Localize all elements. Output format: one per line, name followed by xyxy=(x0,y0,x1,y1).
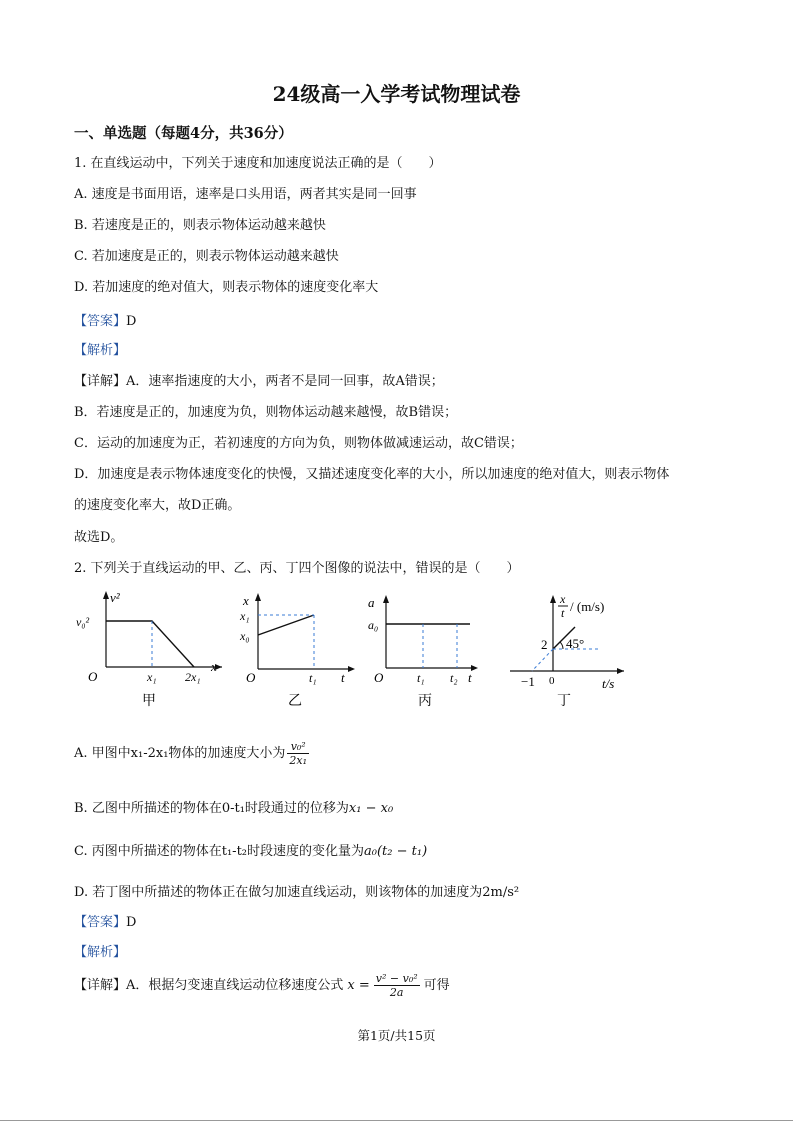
ding-y-unit: / (m/s) xyxy=(570,599,605,614)
jia-origin: O xyxy=(88,669,98,684)
option-a-text: A. 甲图中x₁-2x₁物体的加速度大小为 xyxy=(74,746,286,761)
graph-yi xyxy=(238,585,358,710)
page-title: 24级高一入学考试物理试卷 xyxy=(272,82,521,106)
option-b-text: B. 乙图中所描述的物体在0-t₁时段通过的位移为 xyxy=(74,801,349,816)
bing-origin: O xyxy=(374,670,384,685)
yi-y-tick-1: x₁ xyxy=(240,609,250,623)
detail-frac-den: 2a xyxy=(389,986,404,999)
ding-x-axis-label: t/s xyxy=(602,676,615,691)
bottom-divider xyxy=(0,1120,793,1121)
detail-lhs: x = xyxy=(347,978,370,993)
q1-option-c: C. 若加速度是正的，则表示物体运动越来越快 xyxy=(74,249,339,264)
detail-tag: 【详解】 xyxy=(74,374,127,389)
detail-text: A．速率指速度的大小，两者不是同一回事，故A错误； xyxy=(126,374,444,389)
answer-tag: 【答案】 xyxy=(74,314,127,329)
option-c-expr: a₀(t₂ − t₁) xyxy=(364,844,428,859)
ding-x-neg: −1 xyxy=(521,674,535,689)
q1-option-d: D. 若加速度的绝对值大，则表示物体的速度变化率大 xyxy=(74,280,379,295)
bing-x-tick-2: t₂ xyxy=(450,671,458,685)
q1-option-a: A. 速度是书面用语，速率是口头用语，两者其实是同一回事 xyxy=(74,187,417,202)
jia-x-axis-label: x xyxy=(211,659,217,674)
yi-x-axis-label: t xyxy=(341,670,345,685)
q2-option-c xyxy=(74,840,427,859)
graph-jia xyxy=(72,585,232,710)
ding-y-den: t xyxy=(561,606,565,620)
detail-frac-num: v² − v₀² xyxy=(375,972,418,985)
q1-detail-line-6: 故选D。 xyxy=(74,530,124,545)
q1-analysis-tag: 【解析】 xyxy=(74,343,127,358)
graph-ding xyxy=(502,585,627,710)
ding-y-num: x xyxy=(560,592,566,606)
option-a-frac-den: 2x₁ xyxy=(289,754,308,767)
yi-y-tick-0: x₀ xyxy=(240,629,250,643)
q2-stem: 2. 下列关于直线运动的甲、乙、丙、丁四个图像的说法中，错误的是（ ） xyxy=(74,561,520,576)
q1-detail-line-5: 的速度变化率大，故D正确。 xyxy=(74,498,241,513)
bing-y-axis-label: a xyxy=(368,595,375,610)
option-b-expr: x₁ − x₀ xyxy=(348,801,394,816)
option-a-fraction xyxy=(287,740,309,767)
answer-value: D xyxy=(126,915,137,930)
q2-option-d: D. 若丁图中所描述的物体正在做匀加速直线运动，则该物体的加速度为2m/s² xyxy=(74,885,520,900)
ding-angle: 45° xyxy=(566,636,585,651)
detail-suffix: 可得 xyxy=(423,978,450,993)
bing-caption: 丙 xyxy=(418,694,432,709)
q1-stem: 1. 在直线运动中，下列关于速度和加速度说法正确的是（ ） xyxy=(74,156,442,171)
yi-y-axis-label: x xyxy=(243,593,249,608)
graph-bing xyxy=(366,585,482,710)
ding-x-zero: 0 xyxy=(549,675,555,687)
jia-caption: 甲 xyxy=(142,694,156,709)
q1-answer xyxy=(74,310,136,329)
yi-x-tick: t₁ xyxy=(309,671,317,685)
bing-x-tick-1: t₁ xyxy=(417,671,425,685)
q2-option-b xyxy=(74,797,393,816)
detail-text: A．根据匀变速直线运动位移速度公式 xyxy=(126,978,344,993)
q2-detail-line-1 xyxy=(74,972,450,999)
q1-detail-line-1 xyxy=(74,370,444,389)
answer-value: D xyxy=(126,314,137,329)
q2-answer xyxy=(74,911,136,930)
q2-analysis-tag: 【解析】 xyxy=(74,945,127,960)
page-footer: 第1页/共15页 xyxy=(357,1028,436,1043)
yi-origin: O xyxy=(246,670,256,685)
section-heading: 一、单选题（每题4分，共36分） xyxy=(74,125,293,142)
ding-caption: 丁 xyxy=(557,694,571,709)
answer-tag: 【答案】 xyxy=(74,915,127,930)
q1-detail-line-4: D．加速度是表示物体速度变化的快慢，又描述速度变化率的大小，所以加速度的绝对值大，则表示物体 xyxy=(74,467,670,482)
ding-y-tick: 2 xyxy=(541,637,548,652)
q2-option-a xyxy=(74,740,309,767)
q1-detail-line-2: B．若速度是正的，加速度为负，则物体运动越来越慢，故B错误； xyxy=(74,405,458,420)
q1-option-b: B. 若速度是正的，则表示物体运动越来越快 xyxy=(74,218,326,233)
jia-y-tick: v₀² xyxy=(76,615,90,629)
detail-fraction xyxy=(374,972,420,999)
q1-detail-line-3: C．运动的加速度为正，若初速度的方向为负，则物体做减速运动，故C错误； xyxy=(74,436,523,451)
bing-y-tick: a₀ xyxy=(368,618,379,632)
detail-tag: 【详解】 xyxy=(74,978,127,993)
jia-x-tick-2: 2x₁ xyxy=(185,670,201,684)
jia-x-tick-1: x₁ xyxy=(147,670,157,684)
bing-x-axis-label: t xyxy=(468,670,472,685)
yi-caption: 乙 xyxy=(288,694,302,709)
option-c-text: C. 丙图中所描述的物体在t₁-t₂时段速度的变化量为 xyxy=(74,844,365,859)
option-a-frac-num: v₀² xyxy=(287,740,309,754)
jia-y-axis-label: v² xyxy=(110,590,120,605)
